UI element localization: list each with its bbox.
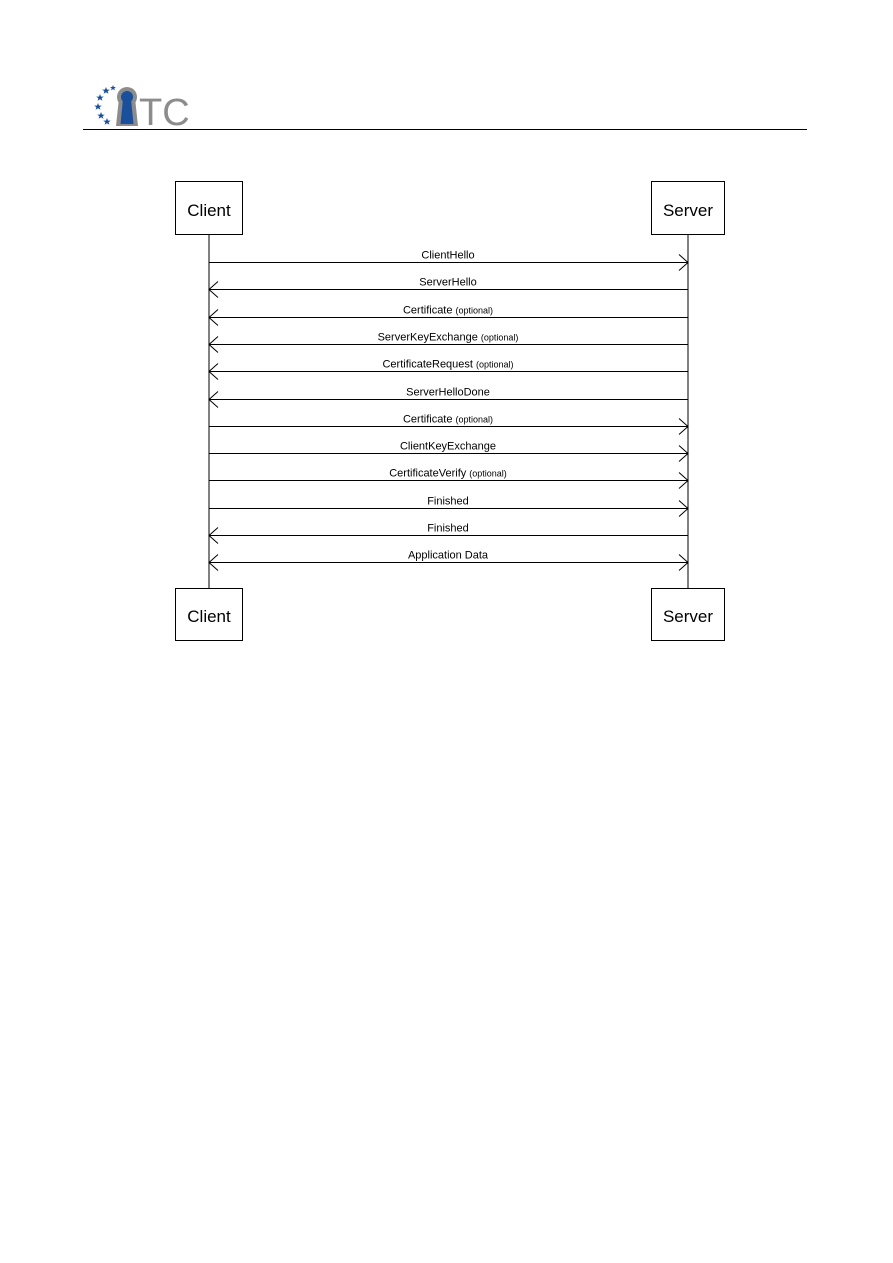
message-name: Finished	[427, 495, 469, 508]
message-label	[427, 523, 469, 535]
message-10	[209, 496, 688, 517]
message-11	[209, 523, 688, 544]
server-label-top: Server	[662, 201, 714, 220]
messages-group	[209, 250, 688, 571]
message-name: Certificate	[402, 413, 453, 426]
message-6	[209, 387, 688, 408]
message-3	[209, 305, 688, 326]
message-note: (optional)	[455, 414, 494, 425]
message-label	[382, 359, 513, 371]
message-7	[209, 414, 688, 435]
client-label-top: Client	[187, 201, 231, 220]
message-label	[378, 332, 519, 344]
message-9	[209, 468, 688, 489]
message-note: (optional)	[480, 332, 519, 343]
message-2	[209, 277, 688, 298]
message-8	[209, 441, 688, 462]
message-note: (optional)	[455, 305, 494, 316]
message-name: Finished	[427, 522, 469, 535]
message-name: ClientKeyExchange	[399, 440, 497, 453]
message-name: ClientHello	[421, 249, 475, 262]
message-label	[406, 387, 490, 399]
client-label-bottom: Client	[187, 607, 231, 626]
message-label	[389, 468, 507, 480]
message-name: ServerHello	[419, 276, 477, 289]
message-name: Application Data	[407, 549, 489, 562]
message-note: (optional)	[475, 359, 514, 370]
message-label	[427, 496, 469, 508]
message-name: ServerKeyExchange	[377, 331, 478, 344]
message-name: Certificate	[402, 304, 453, 317]
message-name: CertificateVerify	[389, 467, 467, 480]
message-4	[209, 332, 688, 353]
message-label	[408, 550, 489, 562]
svg-text:TC: TC	[139, 92, 190, 128]
message-label	[419, 277, 476, 289]
message-12	[209, 550, 688, 571]
message-name: CertificateRequest	[382, 358, 473, 371]
message-label	[400, 441, 496, 453]
message-label	[403, 414, 493, 426]
message-1	[209, 250, 688, 271]
message-label	[421, 250, 474, 262]
message-note: (optional)	[469, 468, 507, 479]
message-5	[209, 359, 688, 380]
message-name: ServerHelloDone	[406, 386, 490, 399]
message-label	[403, 305, 493, 317]
server-label-bottom: Server	[662, 607, 714, 626]
